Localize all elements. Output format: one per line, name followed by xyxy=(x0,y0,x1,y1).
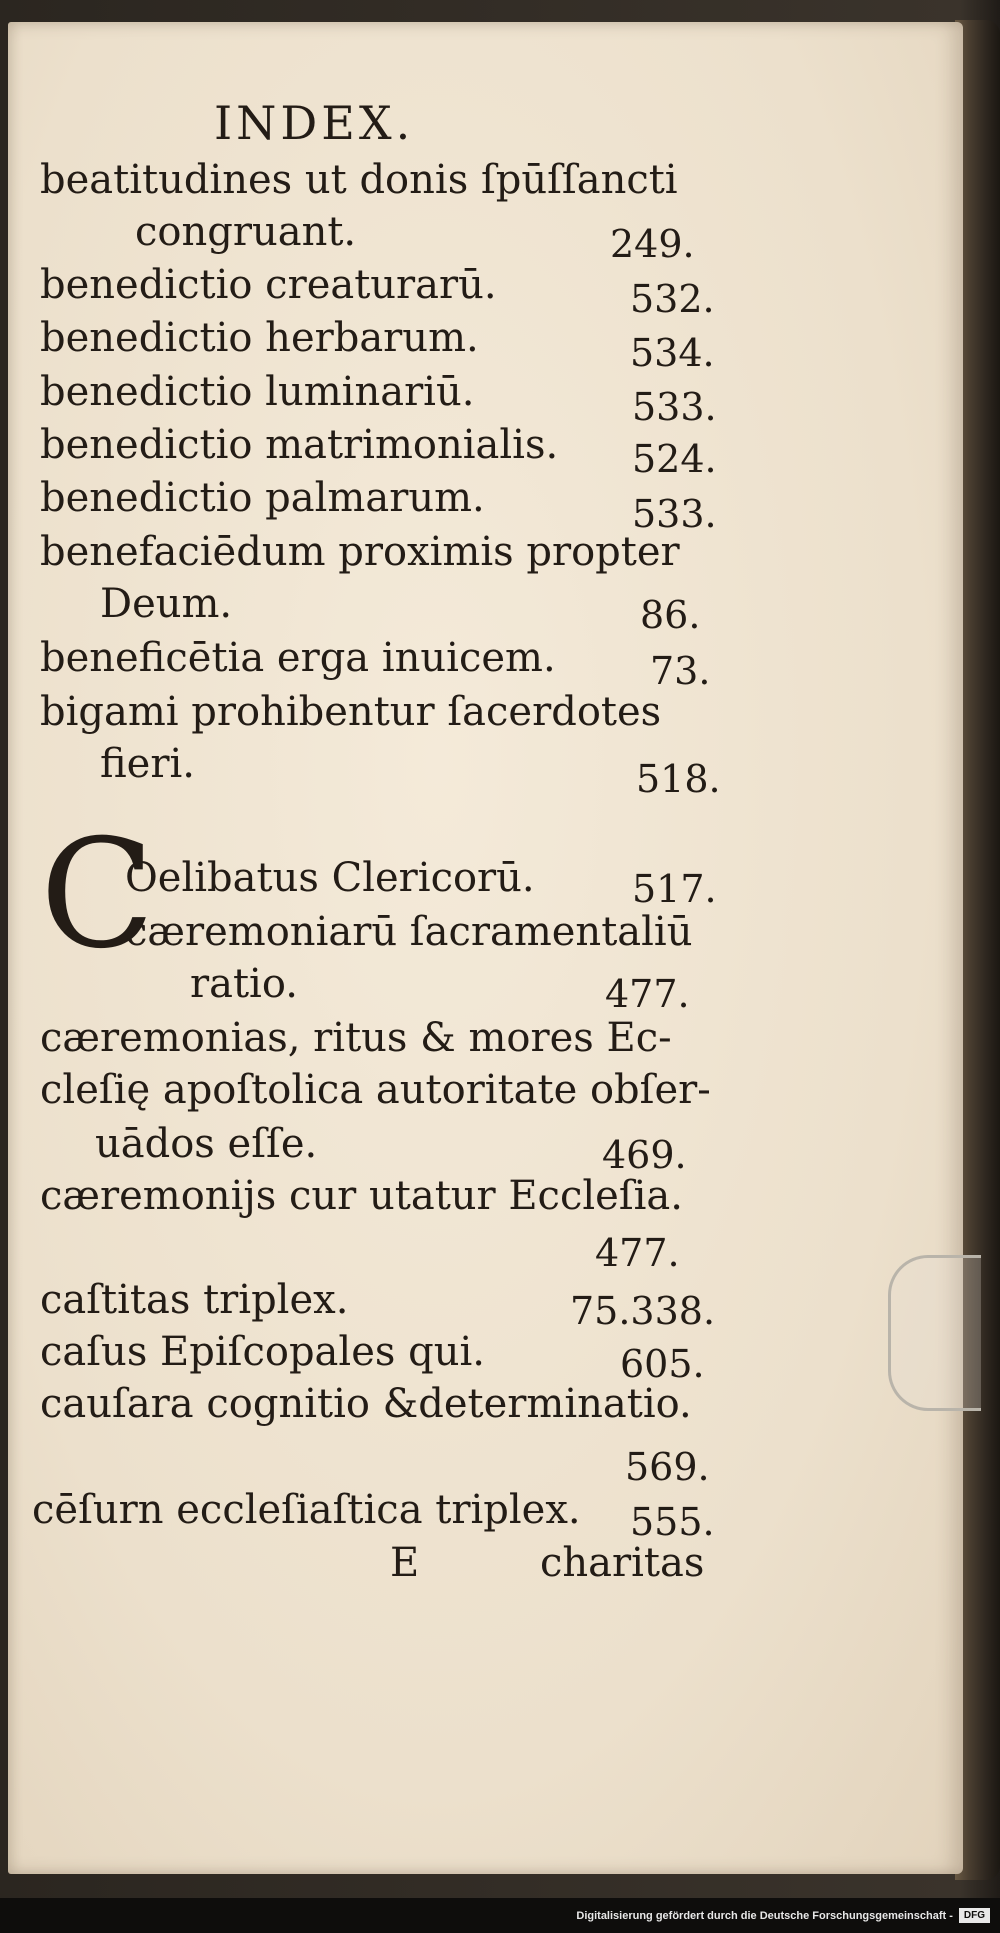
entry-page: 533. xyxy=(632,385,717,429)
digitization-credit xyxy=(576,1908,990,1923)
page-clip xyxy=(888,1255,981,1411)
entry-page: 518. xyxy=(636,757,721,801)
entry-page: 75.338. xyxy=(570,1289,716,1333)
entry-page: 477. xyxy=(605,972,690,1016)
entry-text: congruant. xyxy=(135,209,357,255)
entry-text: cēſurn eccleſiaſtica triplex. xyxy=(32,1487,581,1533)
entry-page: 534. xyxy=(630,331,715,375)
entry-text: cleſię apoſtolica autoritate obſer- xyxy=(40,1067,711,1113)
dfg-logo-icon: DFG xyxy=(959,1908,990,1923)
initial-letter: C xyxy=(40,808,155,982)
entry-text: benedictio matrimonialis. xyxy=(40,422,559,468)
entry-text: uādos eſſe. xyxy=(95,1121,318,1167)
entry-text: benefaciēdum proximis propter xyxy=(40,529,680,575)
entry-text: bigami prohibentur ſacerdotes xyxy=(40,689,662,735)
entry-page: 86. xyxy=(640,593,701,637)
entry-page: 469. xyxy=(602,1133,687,1177)
entry-text: benedictio luminariū. xyxy=(40,369,475,415)
entry-text: Oelibatus Clericorū. xyxy=(125,855,535,901)
signature-mark: E xyxy=(390,1540,420,1586)
entry-page: 533. xyxy=(632,492,717,536)
entry-page: 249. xyxy=(610,222,695,266)
entry-text: ratio. xyxy=(190,961,298,1007)
entry-text: beneficētia erga inuicem. xyxy=(40,635,556,681)
entry-text: fieri. xyxy=(100,741,195,787)
page-header: INDEX. xyxy=(214,96,415,150)
catchword: charitas xyxy=(540,1540,705,1586)
entry-page: 477. xyxy=(595,1231,680,1275)
entry-text: benedictio palmarum. xyxy=(40,475,485,521)
entry-text: beatitudines ut donis ſpūſſancti xyxy=(40,157,678,203)
entry-page: 73. xyxy=(650,649,711,693)
entry-page: 555. xyxy=(630,1500,715,1544)
credit-text: Digitalisierung gefördert durch die Deutsche Forschungsgemeinschaft - xyxy=(576,1909,953,1922)
entry-text: cæremonijs cur utatur Eccleſia. xyxy=(40,1173,683,1219)
entry-page: 524. xyxy=(632,437,717,481)
entry-page: 532. xyxy=(630,277,715,321)
entry-page: 569. xyxy=(625,1445,710,1489)
entry-text: cæremonias, ritus & mores Ec- xyxy=(40,1015,672,1061)
entry-text: benedictio herbarum. xyxy=(40,315,479,361)
entry-page: 517. xyxy=(632,867,717,911)
entry-text: caſus Epiſcopales qui. xyxy=(40,1329,485,1375)
entry-text: benedictio creaturarū. xyxy=(40,262,497,308)
entry-text: caſtitas triplex. xyxy=(40,1277,349,1323)
entry-page: 605. xyxy=(620,1342,705,1386)
entry-text: Deum. xyxy=(100,581,233,627)
entry-text: cæremoniarū ſacramentaliū xyxy=(125,909,693,955)
entry-text: cauſara cognitio &determinatio. xyxy=(40,1381,692,1427)
